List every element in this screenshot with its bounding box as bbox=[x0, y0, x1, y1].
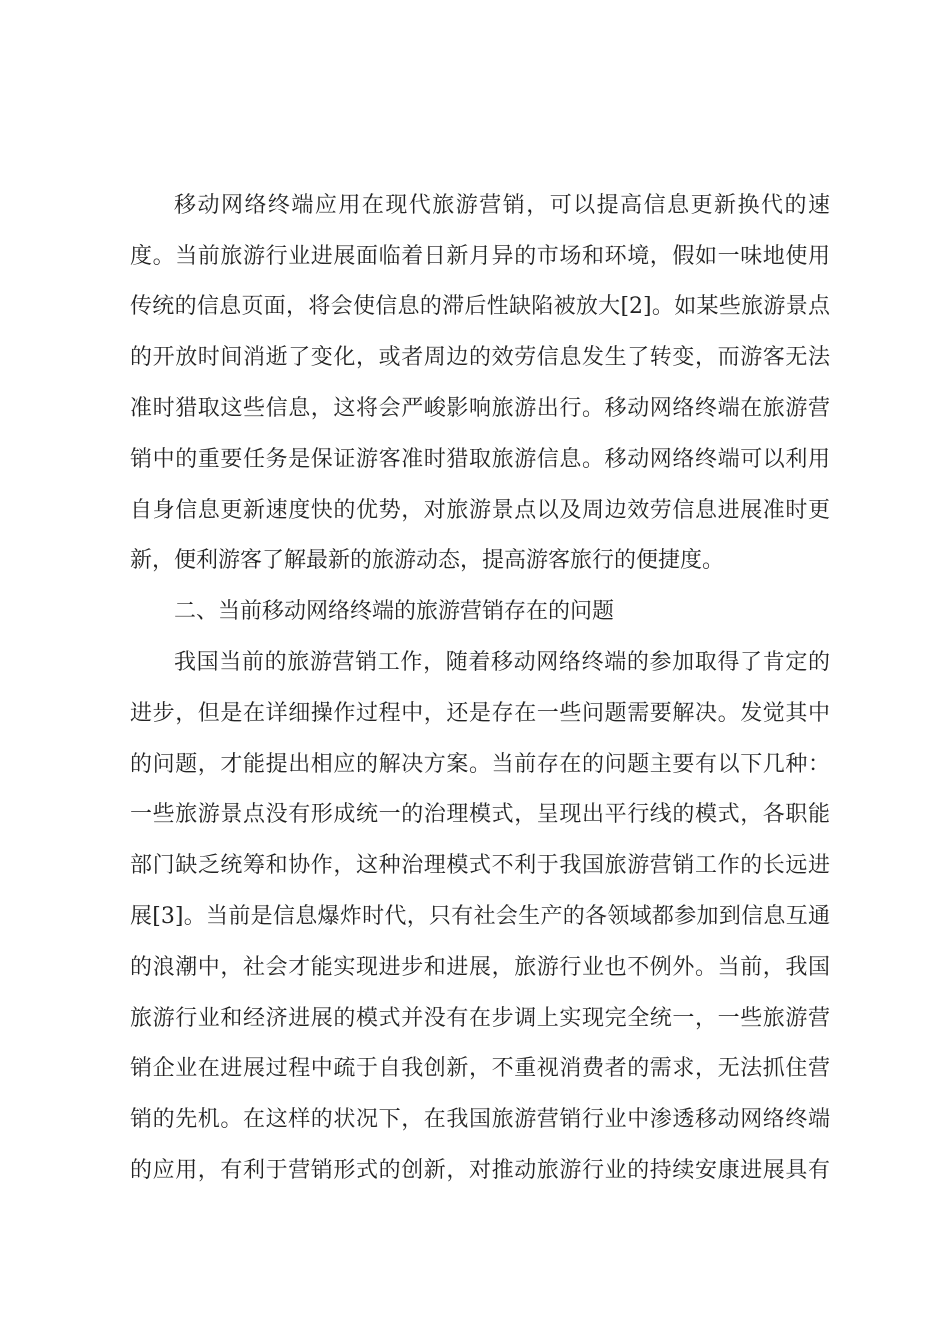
paragraph-2-line-7: 的浪潮中，社会才能实现进步和进展，旅游行业也不例外。当前，我国 bbox=[130, 955, 830, 980]
paragraph-1-line-4: 的开放时间消逝了变化，或者周边的效劳信息发生了转变，而游客无法 bbox=[130, 345, 830, 370]
paragraph-1-line-7: 自身信息更新速度快的优势，对旅游景点以及周边效劳信息进展准时更 bbox=[130, 498, 830, 523]
section-heading: 二、当前移动网络终端的旅游营销存在的问题 bbox=[174, 599, 615, 624]
paragraph-2-line-5: 部门缺乏统筹和协作，这种治理模式不利于我国旅游营销工作的长远进 bbox=[130, 853, 830, 878]
paragraph-1-line-3: 传统的信息页面，将会使信息的滞后性缺陷被放大[2]。如某些旅游景点 bbox=[130, 294, 830, 319]
paragraph-2-line-2: 进步，但是在详细操作过程中，还是存在一些问题需要解决。发觉其中 bbox=[130, 701, 830, 726]
paragraph-2-line-11: 的应用，有利于营销形式的创新，对推动旅游行业的持续安康进展具有 bbox=[130, 1158, 830, 1183]
paragraph-1-line-5: 准时猎取这些信息，这将会严峻影响旅游出行。移动网络终端在旅游营 bbox=[130, 396, 830, 421]
paragraph-2-line-3: 的问题，才能提出相应的解决方案。当前存在的问题主要有以下几种： bbox=[130, 752, 830, 777]
paragraph-1-line-8: 新，便利游客了解最新的旅游动态，提高游客旅行的便捷度。 bbox=[130, 548, 725, 573]
paragraph-2-line-10: 销的先机。在这样的状况下，在我国旅游营销行业中渗透移动网络终端 bbox=[130, 1107, 830, 1132]
paragraph-1-line-6: 销中的重要任务是保证游客准时猎取旅游信息。移动网络终端可以利用 bbox=[130, 447, 830, 472]
paragraph-2-line-4: 一些旅游景点没有形成统一的治理模式，呈现出平行线的模式，各职能 bbox=[130, 802, 830, 827]
paragraph-2-line-8: 旅游行业和经济进展的模式并没有在步调上实现完全统一，一些旅游营 bbox=[130, 1006, 830, 1031]
paragraph-1-line-1: 移动网络终端应用在现代旅游营销，可以提高信息更新换代的速 bbox=[174, 193, 830, 218]
paragraph-2-line-6: 展[3]。当前是信息爆炸时代，只有社会生产的各领域都参加到信息互通 bbox=[130, 904, 830, 929]
paragraph-1-line-2: 度。当前旅游行业进展面临着日新月异的市场和环境，假如一味地使用 bbox=[130, 244, 830, 269]
paragraph-2-line-1: 我国当前的旅游营销工作，随着移动网络终端的参加取得了肯定的 bbox=[174, 650, 830, 675]
paragraph-2-line-9: 销企业在进展过程中疏于自我创新，不重视消费者的需求，无法抓住营 bbox=[130, 1056, 830, 1081]
